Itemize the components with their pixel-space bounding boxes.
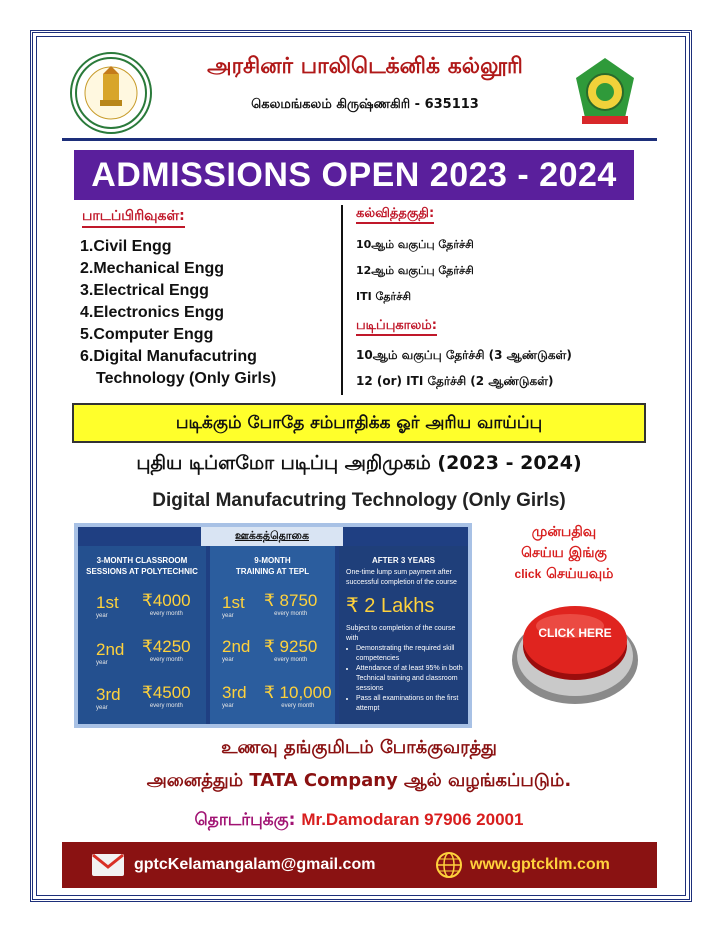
final-intro-line: successful completion of the course — [346, 579, 457, 586]
prereg-callout — [484, 522, 644, 585]
stipend-year — [96, 593, 119, 619]
column-header-line: SESSIONS AT POLYTECHNIC — [86, 567, 198, 576]
stipend-amount — [142, 591, 191, 617]
stipend-amount — [264, 683, 332, 709]
course-item: 2.Mechanical Engg — [80, 260, 225, 277]
final-condition-list — [346, 644, 464, 714]
column-header-line: 3-MONTH CLASSROOM — [96, 556, 188, 565]
college-name: அரசினர் பாலிடெக்னிக் கல்லூரி — [207, 54, 523, 79]
final-intro-line: One-time lump sum payment after — [346, 569, 452, 576]
amount: ₹ 10,000 — [264, 683, 332, 702]
column-header — [210, 555, 335, 577]
click-here-label[interactable]: CLICK HERE — [538, 626, 612, 640]
website-link[interactable]: www.gptcklm.com — [470, 856, 610, 873]
year-label: 3rd — [222, 683, 247, 702]
benefits-line: உணவு தங்குமிடம் போக்குவரத்து — [221, 737, 497, 758]
final-payment-info — [346, 568, 464, 714]
course-item: 4.Electronics Engg — [80, 304, 225, 321]
prereg-line-rest: செய்யவும் — [546, 566, 614, 582]
stipend-amount — [264, 591, 317, 617]
year-sub: year — [96, 613, 108, 619]
qualification-item: ITI தேர்ச்சி — [356, 290, 411, 303]
course-item: 1.Civil Engg — [80, 238, 172, 255]
course-list — [80, 236, 340, 390]
stipend-amount — [142, 637, 191, 663]
column-header-line: 9-MONTH — [254, 556, 291, 565]
amount-period: every month — [281, 703, 315, 709]
stipend-year — [96, 640, 124, 666]
amount-period: every month — [149, 657, 183, 663]
amount: ₹ 9250 — [264, 637, 318, 656]
stipend-year — [222, 683, 247, 709]
prereg-click-word: click — [514, 567, 542, 581]
new-course-heading: புதிய டிப்ளமோ படிப்பு அறிமுகம் (2023 - 2024) — [136, 452, 582, 474]
prereg-line: முன்பதிவு — [531, 524, 597, 540]
contact-label: தொடர்புக்கு: — [194, 810, 296, 830]
college-address: கெலமங்கலம் கிருஷ்ணகிரி - 635113 — [251, 97, 479, 112]
header-divider — [62, 138, 657, 141]
duration-list — [356, 342, 572, 394]
amount: ₹ 8750 — [264, 591, 318, 610]
year-sub: year — [96, 705, 108, 711]
contact-name[interactable]: Mr.Damodaran 97906 20001 — [301, 810, 524, 829]
stipend-amount — [142, 683, 191, 709]
column-header: AFTER 3 YEARS — [372, 556, 435, 565]
amount-period: every month — [149, 703, 183, 709]
globe-icon — [435, 851, 463, 879]
course-item: Technology (Only Girls) — [96, 370, 277, 387]
stipend-title: ஊக்கத்தொகை — [234, 529, 309, 542]
slogan-banner: படிக்கும் போதே சம்பாதிக்க ஓர் அரிய வாய்ப்பு — [72, 403, 646, 443]
provider-line: அனைத்தும் TATA Company ஆல் வழங்கப்படும். — [146, 770, 572, 791]
final-condition-line: Subject to completion of the course — [346, 625, 456, 632]
click-here-button[interactable] — [510, 598, 640, 708]
year-sub: year — [222, 657, 234, 663]
year-sub: year — [222, 703, 234, 709]
stipend-year — [222, 637, 250, 663]
course-item: 6.Digital Manufacutring — [80, 348, 257, 365]
mail-icon — [92, 854, 124, 876]
stipend-year — [222, 593, 245, 619]
column-header-line: TRAINING AT TEPL — [235, 567, 310, 576]
dmt-course-line: Digital Manufacutring Technology (Only Girls) — [152, 490, 566, 511]
year-label: 1st — [96, 593, 119, 612]
stipend-year — [96, 685, 121, 711]
course-item: 5.Computer Engg — [80, 326, 214, 343]
amount: ₹4000 — [142, 591, 191, 610]
prereg-line — [484, 564, 644, 585]
stipend-amount — [264, 637, 317, 663]
qualification-item: 12ஆம் வகுப்பு தேர்ச்சி — [356, 264, 474, 277]
column-divider — [341, 205, 343, 395]
final-condition-item: • Attendance of at least 95% in both Technical training and classroom sessions — [356, 664, 464, 694]
amount-period: every month — [149, 611, 183, 617]
final-condition-item: • Demonstrating the required skill competencies — [356, 644, 464, 664]
amount: ₹4250 — [142, 637, 191, 656]
prereg-line: செய்ய இங்கு — [521, 545, 607, 561]
duration-heading: படிப்புகாலம்: — [356, 318, 437, 336]
qualification-list — [356, 232, 474, 310]
final-condition-line: with — [346, 635, 359, 642]
courses-heading: பாடப்பிரிவுகள்: — [82, 208, 185, 228]
amount-period: every month — [274, 611, 308, 617]
duration-item: 12 (or) ITI தேர்ச்சி (2 ஆண்டுகள்) — [356, 374, 554, 388]
duration-item: 10ஆம் வகுப்பு தேர்ச்சி (3 ஆண்டுகள்) — [356, 348, 572, 362]
contact-line — [74, 810, 644, 832]
email-link[interactable]: gptcKelamangalam@gmail.com — [134, 856, 376, 873]
amount-period: every month — [274, 657, 308, 663]
admissions-banner: ADMISSIONS OPEN 2023 - 2024 — [74, 150, 634, 200]
tamil-nadu-emblem-icon — [70, 52, 152, 134]
year-sub: year — [96, 660, 108, 666]
college-logo-icon — [572, 56, 638, 128]
year-sub: year — [222, 613, 234, 619]
final-condition-item: • Pass all examinations on the first attempt — [356, 694, 464, 714]
qualification-heading: கல்வித்தகுதி: — [356, 206, 434, 224]
year-label: 2nd — [96, 640, 125, 659]
course-item: 3.Electrical Engg — [80, 282, 209, 299]
qualification-item: 10ஆம் வகுப்பு தேர்ச்சி — [356, 238, 474, 251]
year-label: 3rd — [96, 685, 121, 704]
final-payment-amount: ₹ 2 Lakhs — [346, 595, 435, 617]
amount: ₹4500 — [142, 683, 191, 702]
column-header — [78, 555, 206, 577]
year-label: 1st — [222, 593, 245, 612]
year-label: 2nd — [222, 637, 251, 656]
